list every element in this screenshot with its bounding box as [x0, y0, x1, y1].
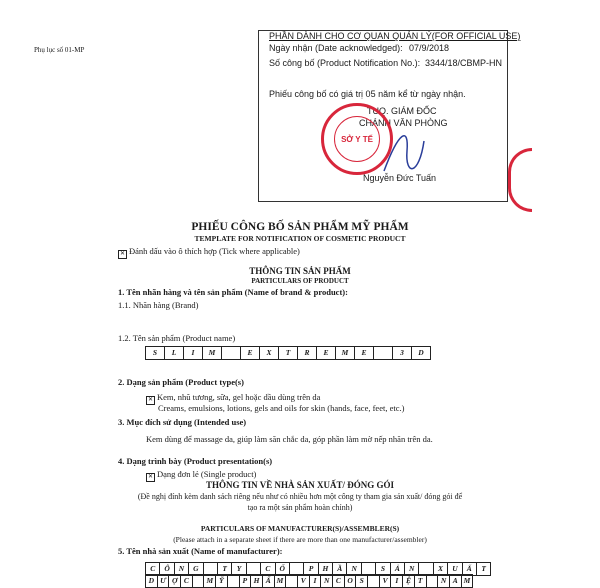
letter-box: M [202, 346, 222, 360]
product-name-boxes [146, 346, 431, 360]
product-heading-en: PARTICULARS OF PRODUCT [251, 277, 349, 285]
section-5: 5. Tên nhà sản xuất (Name of manufacturer): [118, 546, 283, 556]
letter-box: C [260, 562, 275, 576]
letter-box: M [203, 574, 216, 588]
letter-box: P [239, 574, 252, 588]
letter-box: Y [231, 562, 246, 576]
manufacturer-note-vi-2: tạo ra một sản phẩm hoàn chỉnh) [247, 503, 353, 512]
letter-box: P [303, 562, 318, 576]
letter-box: Ư [157, 574, 170, 588]
letter-box: N [404, 562, 419, 576]
letter-box: Ầ [332, 562, 347, 576]
letter-box: H [318, 562, 333, 576]
notification-no-label: Số công bố (Product Notification No.): [269, 58, 421, 68]
letter-box: Ô [159, 562, 174, 576]
letter-box: I [390, 574, 403, 588]
letter-box: C [145, 562, 160, 576]
letter-box: Ợ [168, 574, 181, 588]
letter-box: E [316, 346, 336, 360]
letter-box: Ả [390, 562, 405, 576]
sign-title-2: CHÁNH VĂN PHÒNG [359, 118, 448, 128]
manufacturer-note-vi-1: (Đề nghị đính kèm danh sách riêng nếu như có nhiều hơn một công ty tham gia sản xuất/ đóng gói để [137, 492, 463, 501]
letter-box: N [174, 562, 189, 576]
letter-box: G [188, 562, 203, 576]
product-heading: THÔNG TIN SẢN PHẨM [249, 266, 351, 276]
letter-box: R [297, 346, 317, 360]
checkbox-checked-icon: ✕ [119, 251, 126, 257]
brand-label: 1.1. Nhãn hàng (Brand) [118, 300, 199, 310]
letter-box: N [437, 574, 450, 588]
intended-use-text: Kem dùng để massage da, giúp làm săn chắc da, góp phần làm mờ nếp nhăn trên da. [146, 434, 433, 444]
letter-box: X [259, 346, 279, 360]
manufacturer-heading: THÔNG TIN VỀ NHÀ SẢN XUẤT/ ĐÓNG GÓI [206, 480, 394, 490]
letter-box: N [320, 574, 333, 588]
letter-box: E [354, 346, 374, 360]
validity-note: Phiếu công bố có giá trị 05 năm kể từ ngày nhận. [269, 89, 466, 99]
single-product-text: Dạng đơn lẻ (Single product) [157, 469, 257, 479]
edge-stamp [508, 148, 532, 212]
letter-box: H [250, 574, 263, 588]
section-1: 1. Tên nhãn hàng và tên sản phẩm (Name of brand & product): [118, 287, 348, 297]
date-acknowledged-value: 07/9/2018 [409, 43, 450, 53]
date-acknowledged-label: Ngày nhận (Date acknowledged): [269, 43, 403, 53]
letter-box: E [240, 346, 260, 360]
letter-box: 3 [392, 346, 412, 360]
checkbox-checked-icon: ✕ [147, 397, 154, 403]
letter-box: C [180, 574, 193, 588]
letter-box: M [274, 574, 287, 588]
letter-box: V [379, 574, 392, 588]
product-type-en: Creams, emulsions, lotions, gels and oils for skin (hands, face, feet, etc.) [158, 403, 405, 413]
letter-box: S [145, 346, 165, 360]
letter-box: Ổ [275, 562, 290, 576]
annex-label: Phụ lục số 01-MP [34, 46, 85, 54]
letter-box: M [461, 574, 474, 588]
document-subtitle: TEMPLATE FOR NOTIFICATION OF COSMETIC PRODUCT [194, 234, 406, 243]
signature-mark [379, 121, 429, 181]
letter-box: I [309, 574, 322, 588]
letter-box [221, 346, 241, 360]
letter-box [373, 346, 393, 360]
manufacturer-row-2 [146, 574, 473, 588]
letter-box: I [183, 346, 203, 360]
letter-box: Ệ [402, 574, 415, 588]
checkbox-checked-icon: ✕ [147, 474, 154, 480]
signer-name: Nguyễn Đức Tuấn [363, 173, 437, 183]
manufacturer-note-en: (Please attach in a separate sheet if there are more than one manufacturer/assembler) [173, 535, 427, 544]
letter-box: T [217, 562, 232, 576]
product-name-label: 1.2. Tên sản phẩm (Product name) [118, 333, 236, 343]
letter-box: O [344, 574, 357, 588]
letter-box: L [164, 346, 184, 360]
letter-box: Ỹ [215, 574, 228, 588]
section-3: 3. Mục đích sử dụng (Intended use) [118, 417, 247, 427]
document-title: PHIẾU CÔNG BỐ SẢN PHẨM MỸ PHẨM [191, 221, 409, 233]
letter-box: V [297, 574, 310, 588]
letter-box: X [433, 562, 448, 576]
letter-box: T [278, 346, 298, 360]
official-title: PHẦN DÀNH CHO CƠ QUAN QUẢN LÝ(FOR OFFICIAL USE) [269, 31, 521, 41]
letter-box: C [332, 574, 345, 588]
notification-no-value: 3344/18/CBMP-HN [425, 58, 503, 68]
letter-box: T [414, 574, 427, 588]
tick-note-text: Đánh dấu vào ô thích hợp (Tick where applicable) [129, 246, 300, 256]
tick-note [118, 246, 300, 258]
product-type-vi-text: Kem, nhũ tương, sữa, gel hoặc dầu dùng trên da [157, 392, 321, 402]
letter-box: S [375, 562, 390, 576]
manufacturer-heading-en: PARTICULARS OF MANUFACTURER(S)/ASSEMBLER(S) [200, 524, 400, 533]
official-use-box [258, 30, 521, 202]
letter-box: D [411, 346, 431, 360]
sign-title-1: TUQ. GIÁM ĐỐC [367, 106, 437, 116]
letter-box: U [447, 562, 462, 576]
letter-box: S [355, 574, 368, 588]
stamp-text: SỞ Y TẾ [334, 116, 380, 162]
letter-box: T [476, 562, 491, 576]
letter-box: A [449, 574, 462, 588]
letter-box: M [335, 346, 355, 360]
letter-box: Ẩ [262, 574, 275, 588]
letter-box: Ấ [462, 562, 477, 576]
letter-box: N [346, 562, 361, 576]
section-2: 2. Dạng sản phẩm (Product type(s) [118, 377, 244, 387]
letter-box: D [145, 574, 158, 588]
section-4: 4. Dạng trình bày (Product presentation(s) [118, 456, 273, 466]
